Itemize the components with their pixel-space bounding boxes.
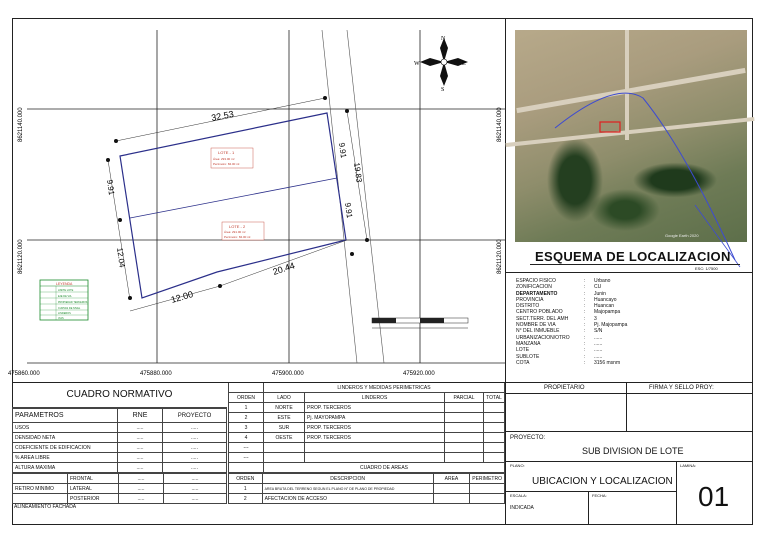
- retiro-key: FRONTAL: [68, 474, 119, 484]
- linderos-dash: ---: [229, 453, 264, 463]
- grid-x-label: 475880.000: [140, 371, 172, 377]
- location-field-colon: :: [584, 278, 586, 284]
- linderos-header: LADO: [264, 393, 305, 403]
- cuadro-rne: .....: [118, 443, 163, 453]
- lote1-title: LOTE - 1: [218, 150, 235, 155]
- vertex: [218, 284, 222, 288]
- plano-value: UBICACION Y LOCALIZACION: [532, 476, 673, 487]
- legend-item: VIAS: [58, 317, 64, 320]
- location-field-value: 3156 msnm: [594, 359, 621, 366]
- location-field-colon: :: [584, 347, 586, 354]
- vertex: [350, 252, 354, 256]
- north-letter-e: E: [462, 61, 466, 67]
- location-scale: ESC: 1/7500: [695, 266, 718, 271]
- dim-left-lower: 12.04: [115, 247, 127, 269]
- location-field-colon: :: [584, 359, 586, 366]
- north-arrow-icon: [420, 38, 468, 86]
- location-field-value: S/N: [594, 328, 603, 335]
- linderos-lado: SUR: [264, 423, 305, 433]
- location-field-label: MANZANA: [516, 340, 541, 347]
- areas-desc: AREA BRUTA DEL TERRENO SEGUN EL PLANO N° DE PLANO DE PROPIEDAD: [262, 484, 433, 494]
- cuadro-proy: .....: [163, 433, 227, 443]
- location-field-value: Urbano: [594, 278, 611, 284]
- cuadro-rne: .....: [119, 484, 164, 494]
- location-field-label: NOMBRE DE VIA: [516, 322, 556, 329]
- location-field-colon: :: [584, 334, 586, 341]
- location-field-label: DEPARTAMENTO: [516, 290, 558, 297]
- dim-left-upper: 9.91: [105, 179, 117, 196]
- tb-line: [506, 431, 753, 432]
- legend-item: EJE DE VIA: [58, 295, 72, 298]
- linderos-orden: 4: [229, 433, 264, 443]
- linderos-orden: 3: [229, 423, 264, 433]
- vertex: [106, 158, 110, 162]
- cuadro-proy: .....: [163, 453, 227, 463]
- areas-orden: 2: [229, 494, 263, 504]
- location-field-label: URBANIZACION/OTRO: [516, 334, 570, 341]
- cuadro-param: ALTURA MAXIMA: [13, 463, 118, 473]
- areas-header: DESCRIPCION: [262, 474, 433, 484]
- proyecto-value: SUB DIVISION DE LOTE: [582, 446, 684, 456]
- location-field-label: N° DEL INMUEBLE: [516, 328, 560, 335]
- linderos-desc: PROP. TERCEROS: [305, 433, 445, 443]
- plano-label: PLANO:: [510, 463, 525, 468]
- alineamiento-label: ALINEAMIENTO FACHADA: [14, 504, 77, 510]
- dim-right-outer: 19.83: [352, 162, 364, 184]
- dim-top: 32.53: [210, 108, 235, 123]
- tb-vline: [676, 461, 677, 525]
- lamina-value: 01: [698, 481, 730, 512]
- legend-item: LIMITE LOTE: [58, 289, 74, 292]
- lamina-label: LAMINA:: [680, 463, 697, 468]
- tb-line: [506, 491, 676, 492]
- cuadro-rne: .....: [118, 433, 163, 443]
- site-plan: [8, 18, 505, 382]
- location-field-label: ESPACIO FISICO: [516, 278, 556, 284]
- tb-line: [506, 393, 753, 394]
- linderos-table: [228, 383, 505, 504]
- tb-line: [506, 461, 753, 462]
- cuadro-header: PARAMETROS: [13, 409, 118, 423]
- cuadro-proy: .....: [164, 474, 227, 484]
- linderos-lado: ESTE: [264, 413, 305, 423]
- location-field-value: Majopampa: [594, 309, 621, 316]
- lot-divider: [130, 178, 337, 218]
- lote1-area: Área: 293.00 m²: [213, 157, 235, 161]
- location-field-colon: :: [584, 284, 586, 291]
- cuadro-title: CUADRO NORMATIVO: [12, 383, 227, 408]
- dim-right-upper: 9.91: [337, 142, 349, 159]
- linderos-title: LINDEROS Y MEDIDAS PERIMETRICAS: [264, 383, 505, 393]
- location-title: ESQUEMA DE LOCALIZACION: [535, 249, 731, 264]
- cuadro-proy: .....: [164, 494, 227, 504]
- grid-y-label: 8621120.000: [18, 239, 24, 274]
- grid-x-label: 475900.000: [272, 371, 304, 377]
- title-block: [506, 383, 753, 525]
- location-field-colon: :: [584, 315, 586, 322]
- tb-vline: [626, 383, 627, 431]
- linderos-header: LINDEROS: [305, 393, 445, 403]
- areas-title: CUADRO DE AREAS: [264, 463, 505, 473]
- cuadro-proy: .....: [163, 463, 227, 473]
- dim-right-lower: 9.91: [343, 202, 355, 219]
- location-field-value: Huancan: [594, 303, 615, 310]
- road-line: [347, 30, 384, 363]
- location-field-label: DISTRITO: [516, 303, 540, 310]
- cuadro-param: DENSIDAD NETA: [13, 433, 118, 443]
- escala-value: INDICADA: [510, 505, 534, 511]
- location-field-label: CENTRO POBLADO: [516, 309, 563, 316]
- areas-header: AREA: [433, 474, 470, 484]
- grid-y-label: 8621120.000: [497, 239, 503, 274]
- linderos-orden: 1: [229, 403, 264, 413]
- linderos-header: PARCIAL: [445, 393, 484, 403]
- location-field-value: ......: [594, 340, 603, 347]
- location-field-label: SECT.TERR. DEL AMH: [516, 315, 569, 322]
- location-field-value: Huancayo: [594, 296, 617, 303]
- retiro-label: RETIRO MINIMO: [13, 484, 68, 494]
- proyecto-label: PROYECTO:: [510, 435, 546, 441]
- location-fields: [516, 278, 746, 366]
- vertex: [114, 139, 118, 143]
- linderos-dash: ---: [229, 443, 264, 453]
- cuadro-param: USOS: [13, 423, 118, 433]
- vertex: [345, 109, 349, 113]
- north-letter-n: N: [441, 36, 446, 42]
- location-field-label: COTA: [516, 359, 530, 366]
- cuadro-rne: .....: [119, 474, 164, 484]
- location-marker: [600, 122, 620, 132]
- linderos-lado: OESTE: [264, 433, 305, 443]
- location-field-colon: :: [584, 322, 586, 329]
- vertex: [128, 296, 132, 300]
- linderos-header: TOTAL: [484, 393, 505, 403]
- lote1-perimetro: Perímetro: 84.00 ml: [213, 162, 240, 166]
- location-field-value: Pj. Majopampa: [594, 322, 628, 329]
- location-field-label: ZONIFICACION: [516, 284, 552, 291]
- grid-x-label: 475920.000: [403, 371, 435, 377]
- linderos-lado: NORTE: [264, 403, 305, 413]
- location-field-value: ......: [594, 334, 603, 341]
- fecha-label: FECHA:: [592, 493, 607, 498]
- areas-orden: 1: [229, 484, 263, 494]
- cuadro-rne: .....: [118, 463, 163, 473]
- location-field-value: ......: [594, 347, 603, 354]
- dim-bottom-right: 20.44: [271, 260, 297, 277]
- location-field-label: SUBLOTE: [516, 353, 540, 360]
- vertex: [118, 218, 122, 222]
- location-field-value: 3: [594, 315, 597, 322]
- location-field-colon: :: [584, 303, 586, 310]
- grid-y-label: 8621140.000: [497, 107, 503, 142]
- location-field-value: ......: [594, 353, 603, 360]
- areas-header: ORDEN: [229, 474, 263, 484]
- dim-bottom-left: 12.00: [169, 289, 195, 305]
- legend-item: CURVAS DE NIVEL: [58, 307, 81, 310]
- location-field-colon: :: [584, 340, 586, 347]
- cuadro-param: COEFICIENTE DE EDIFICACION: [13, 443, 118, 453]
- tb-vline: [588, 491, 589, 525]
- legend-title: LEYENDA: [56, 282, 73, 286]
- photo-caption: Google Earth 2020: [665, 233, 699, 238]
- cuadro-proy: .....: [163, 443, 227, 453]
- lote2-perimetro: Perímetro: 84.00 ml: [224, 235, 251, 239]
- areas-desc: AFECTACION DE ACCESO: [262, 494, 433, 504]
- grid-x-label: 475860.000: [8, 371, 40, 377]
- propietario-label: PROPIETARIO: [544, 385, 585, 391]
- location-field-colon: :: [584, 309, 586, 316]
- retiro-key: POSTERIOR: [68, 494, 119, 504]
- linderos-orden: 2: [229, 413, 264, 423]
- firma-label: FIRMA Y SELLO PROY:: [649, 385, 714, 391]
- escala-label: ESCALA:: [510, 493, 527, 498]
- areas-header: PERIMETRO: [470, 474, 505, 484]
- location-field-colon: :: [584, 353, 586, 360]
- location-field-row: [516, 360, 746, 366]
- cuadro-rne: .....: [118, 453, 163, 463]
- vertex: [323, 96, 327, 100]
- legend-item: PROPIEDAD TERCEROS: [58, 301, 88, 304]
- location-divider: [506, 272, 753, 273]
- location-field-label: PROVINCIA: [516, 296, 544, 303]
- lote2-area: Área: 291.00 m²: [224, 230, 246, 234]
- legend-item: LINDEROS: [58, 312, 71, 315]
- cuadro-proy: .....: [164, 484, 227, 494]
- cuadro-param: % AREA LIBRE: [13, 453, 118, 463]
- vertex: [365, 238, 369, 242]
- retiro-key: LATERAL: [68, 484, 119, 494]
- cuadro-header: RNE: [118, 409, 163, 423]
- cuadro-rne: .....: [118, 423, 163, 433]
- north-letter-s: S: [441, 87, 445, 93]
- cuadro-rne: .....: [119, 494, 164, 504]
- linderos-desc: PROP. TERCEROS: [305, 403, 445, 413]
- north-letter-w: W: [414, 61, 420, 67]
- cuadro-proy: .....: [163, 423, 227, 433]
- linderos-desc: Pj. MAYOPAMPA: [305, 413, 445, 423]
- location-title-underline: [530, 264, 740, 265]
- linderos-desc: PROP. TERCEROS: [305, 423, 445, 433]
- lote2-title: LOTE - 2: [229, 224, 246, 229]
- cuadro-normativo: [12, 383, 227, 511]
- cuadro-header: PROYECTO: [163, 409, 227, 423]
- location-field-value: Junin: [594, 290, 606, 297]
- location-field-colon: :: [584, 290, 586, 297]
- location-field-value: CU: [594, 284, 602, 291]
- location-field-colon: :: [584, 296, 586, 303]
- location-field-colon: :: [584, 328, 586, 335]
- location-field-label: LOTE: [516, 347, 530, 354]
- linderos-header: ORDEN: [229, 393, 264, 403]
- grid-y-label: 8621140.000: [18, 107, 24, 142]
